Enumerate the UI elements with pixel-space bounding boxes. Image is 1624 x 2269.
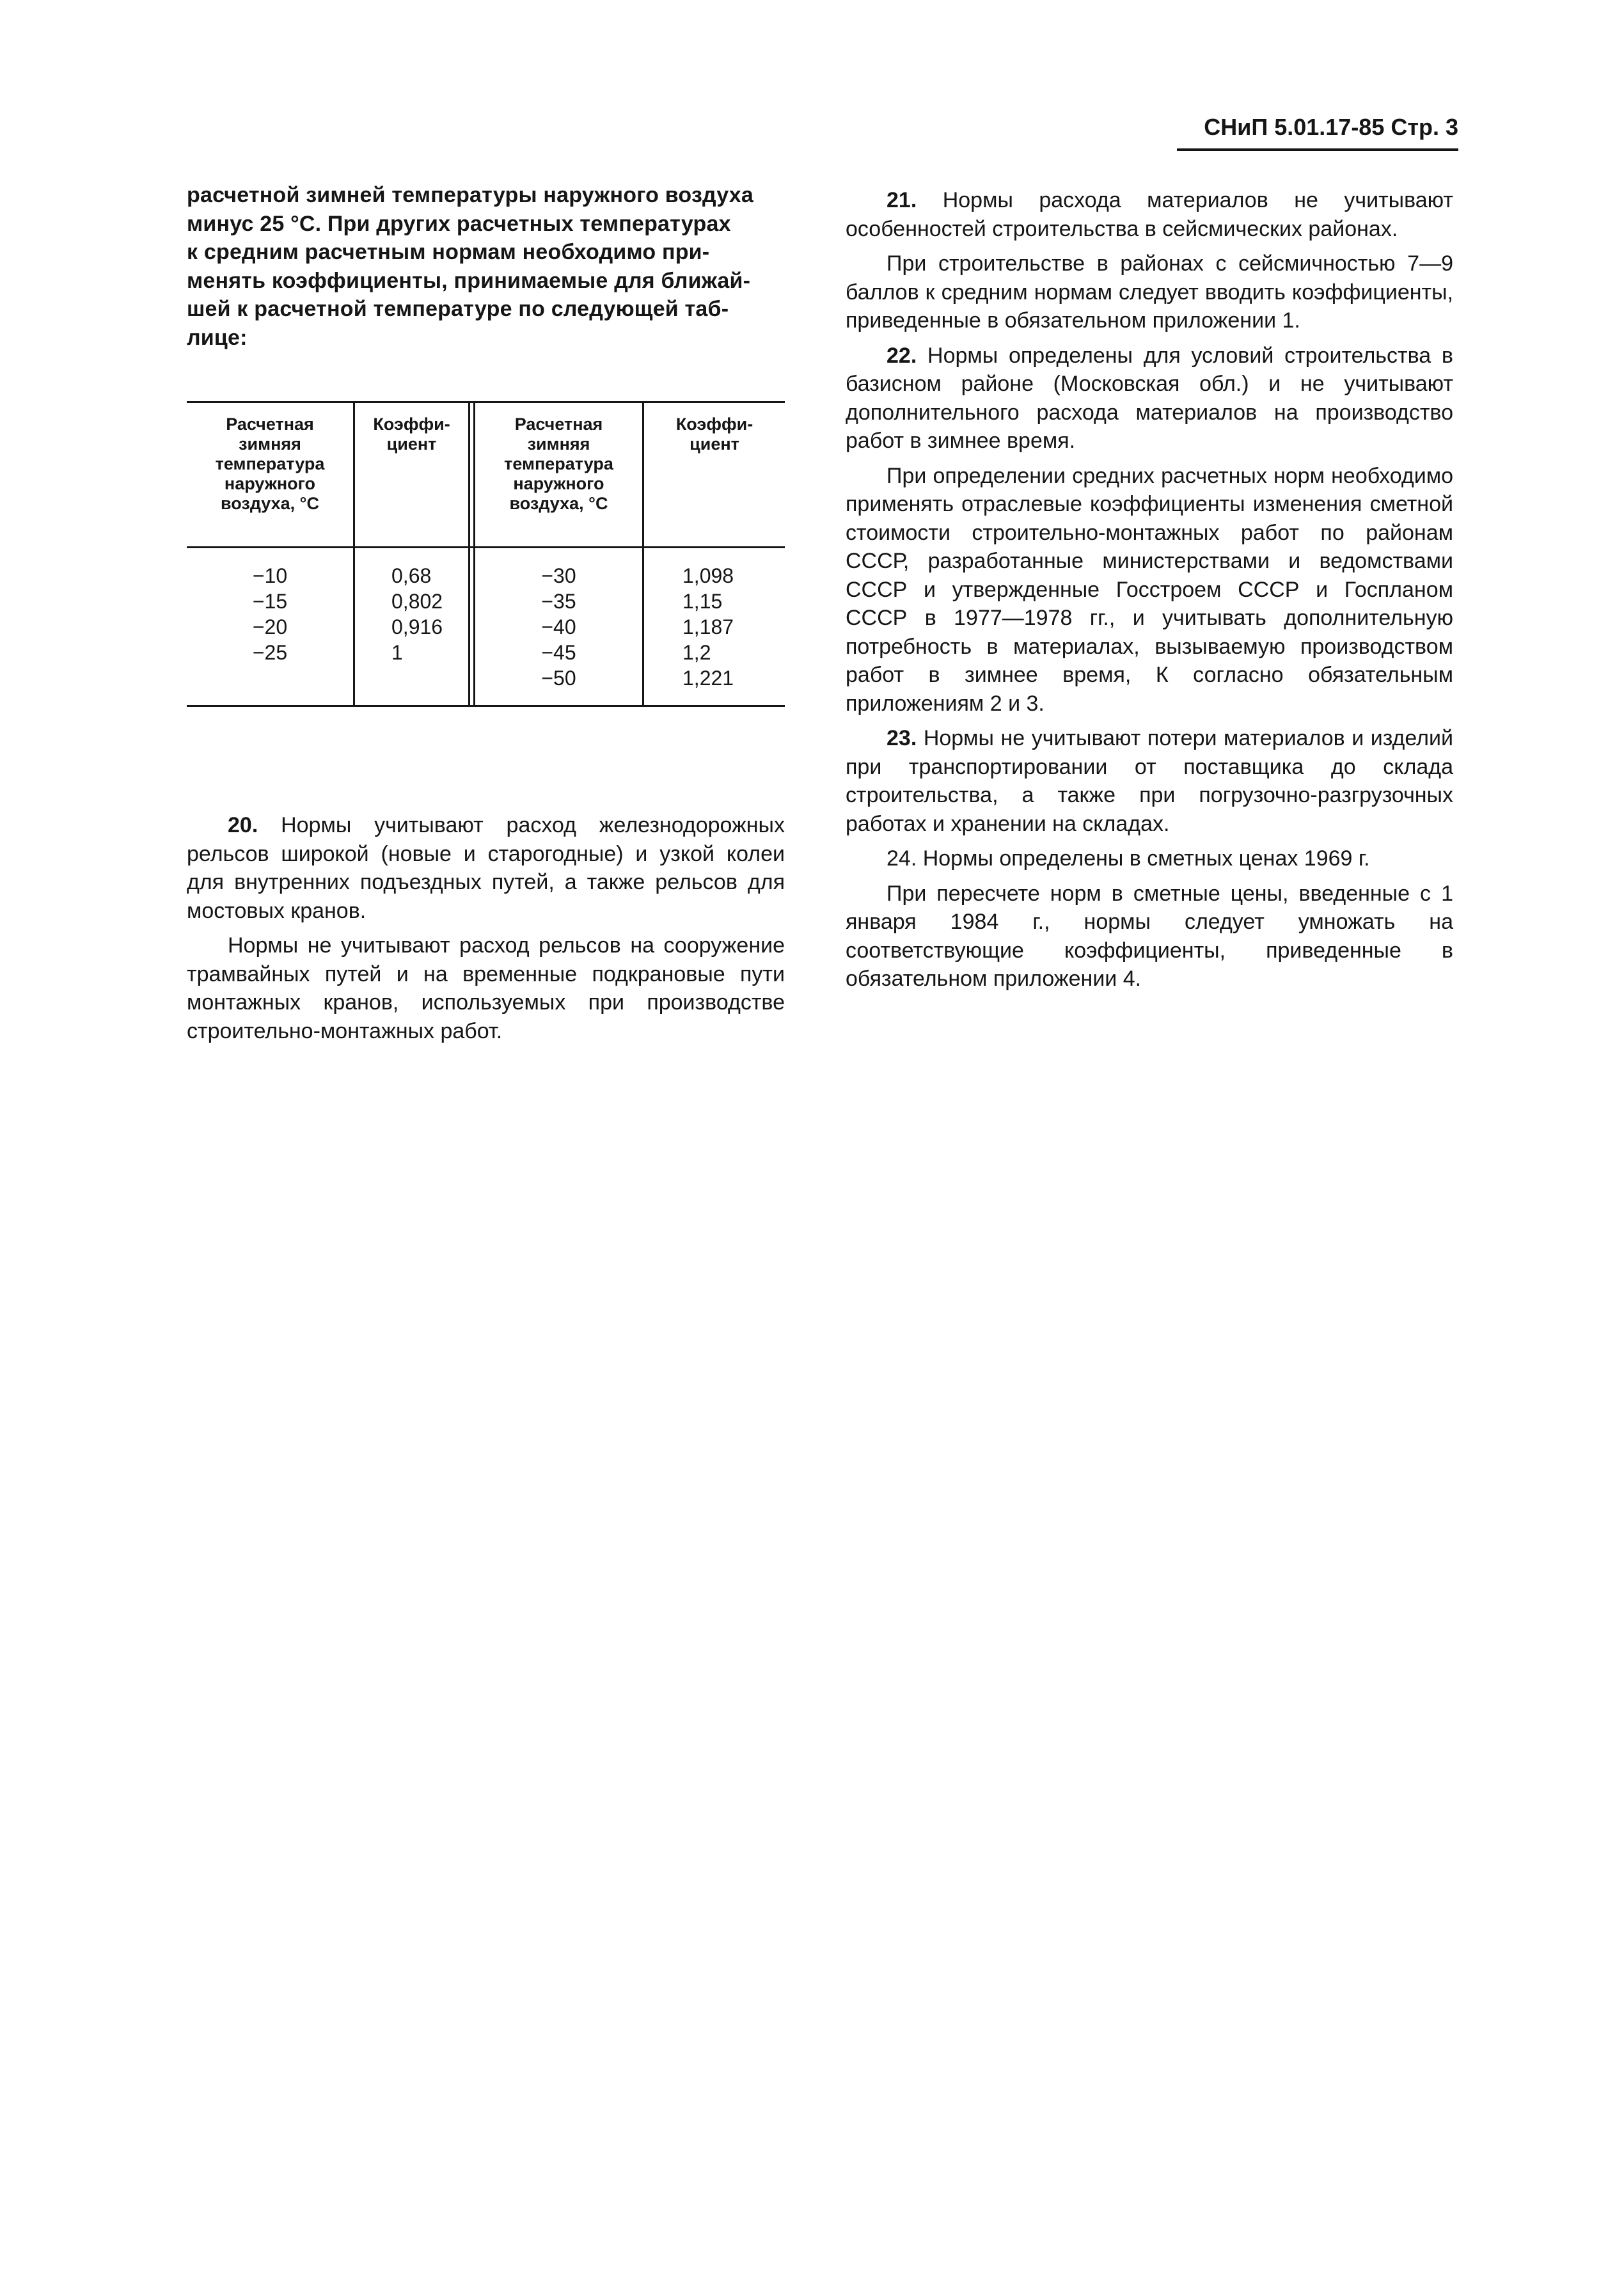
paragraph-text: Нормы не учитывают потери материалов и изделий при транспортировании от поставщика до склада строительства, а также при погрузочно-разгрузочных работах и хранении на складах. [846,726,1453,836]
paragraph-text: При строительстве в районах с сейсмичностью 7—9 баллов к средним нормам следует вводить коэффициенты, приведенные в обязательном приложении 1. [846,251,1453,333]
table-cell: −20 [252,615,288,638]
page-header: СНиП 5.01.17-85 Стр. 3 [1204,114,1458,140]
table-header-coef-2: Коэффи- циент [675,415,753,454]
paragraph-text: При определении средних расчетных норм необходимо применять отраслевые коэффициенты изменения сметной стоимости строительно-монтажных работ по районам СССР, разработанные министерствами и ведомствами СССР и утвержденные Госстроем СССР и Госпланом СССР в 1977—1978 гг., и учитывать дополнительную потребность в материалах, вызываемую производством работ в зимнее время, К согласно обязательным приложениям 2 и 3. [846,463,1453,716]
table-cell: 1,187 [682,615,734,638]
table-col-temps-2 [475,563,642,691]
intro-paragraph [187,181,785,352]
section-number: 20. [228,813,258,837]
paragraph-text: Нормы учитывают расход железнодорожных рельсов широкой (новые и старогодные) и узкой колеи для внутренних подъездных путей, а также рельсов для мостовых кранов. [187,813,785,923]
right-column [846,186,1453,993]
table-cell: −45 [541,641,576,664]
table-header-coef-1: Коэффи- циент [373,415,450,454]
intro-line: менять коэффициенты, принимаемые для ближай- [187,268,751,293]
intro-line: лице: [187,325,248,350]
paragraph-text: Нормы определены в сметных ценах 1969 г. [922,846,1370,871]
table-cell: 1,15 [682,590,723,613]
intro-line: шей к расчетной температуре по следующей таб- [187,297,729,321]
table-cell: 1,2 [682,641,711,664]
intro-line: к средним расчетным нормам необходимо при- [187,240,710,264]
table-cell: −15 [252,590,288,613]
table-cell: 1,221 [682,667,734,690]
table-col-temps-1 [187,563,353,665]
section-number: 21. [887,188,917,212]
table-cell: 0,802 [391,590,443,613]
paragraph-text: Нормы не учитывают расход рельсов на сооружение трамвайных путей и на временные подкрановые пути монтажных кранов, используемых при производстве строительно-монтажных работ. [187,933,785,1043]
table-cell: 0,68 [391,564,432,587]
table-cell: −40 [541,615,576,638]
intro-line: расчетной зимней температуры наружного воздуха [187,183,753,207]
table-header-temp-2: Расчетная зимняя температура наружного воздуха, °С [504,415,613,513]
paragraph-text: При пересчете норм в сметные цены, введенные с 1 января 1984 г., нормы следует умножать на соответствующие коэффициенты, приведенные в обязательном приложении 4. [846,881,1453,991]
table-cell: 1 [391,641,403,664]
coefficient-table [187,401,785,707]
table-col-coefs-1 [355,563,468,665]
table-col-coefs-2 [644,563,785,691]
table-cell: −25 [252,641,288,664]
table-cell: 1,098 [682,564,734,587]
table-cell: 0,916 [391,615,443,638]
table-header-temp-1: Расчетная зимняя температура наружного воздуха, °С [215,415,325,513]
paragraph-text: Нормы расхода материалов не учитывают особенностей строительства в сейсмических районах. [846,188,1453,241]
header-rule [1177,148,1458,151]
section-number: 22. [887,343,917,368]
section-number: 24. [887,846,917,871]
table-divider [468,403,470,705]
table-cell: −35 [541,590,576,613]
section-20 [187,811,785,1045]
section-number: 23. [887,726,917,750]
intro-line: минус 25 °С. При других расчетных температурах [187,211,731,236]
table-cell: −10 [252,564,288,587]
paragraph-text: Нормы определены для условий строительства в базисном районе (Московская обл.) и не учитывают дополнительного расхода материалов на производство работ в зимнее время. [846,343,1453,453]
table-cell: −30 [541,564,576,587]
table-cell: −50 [541,667,576,690]
